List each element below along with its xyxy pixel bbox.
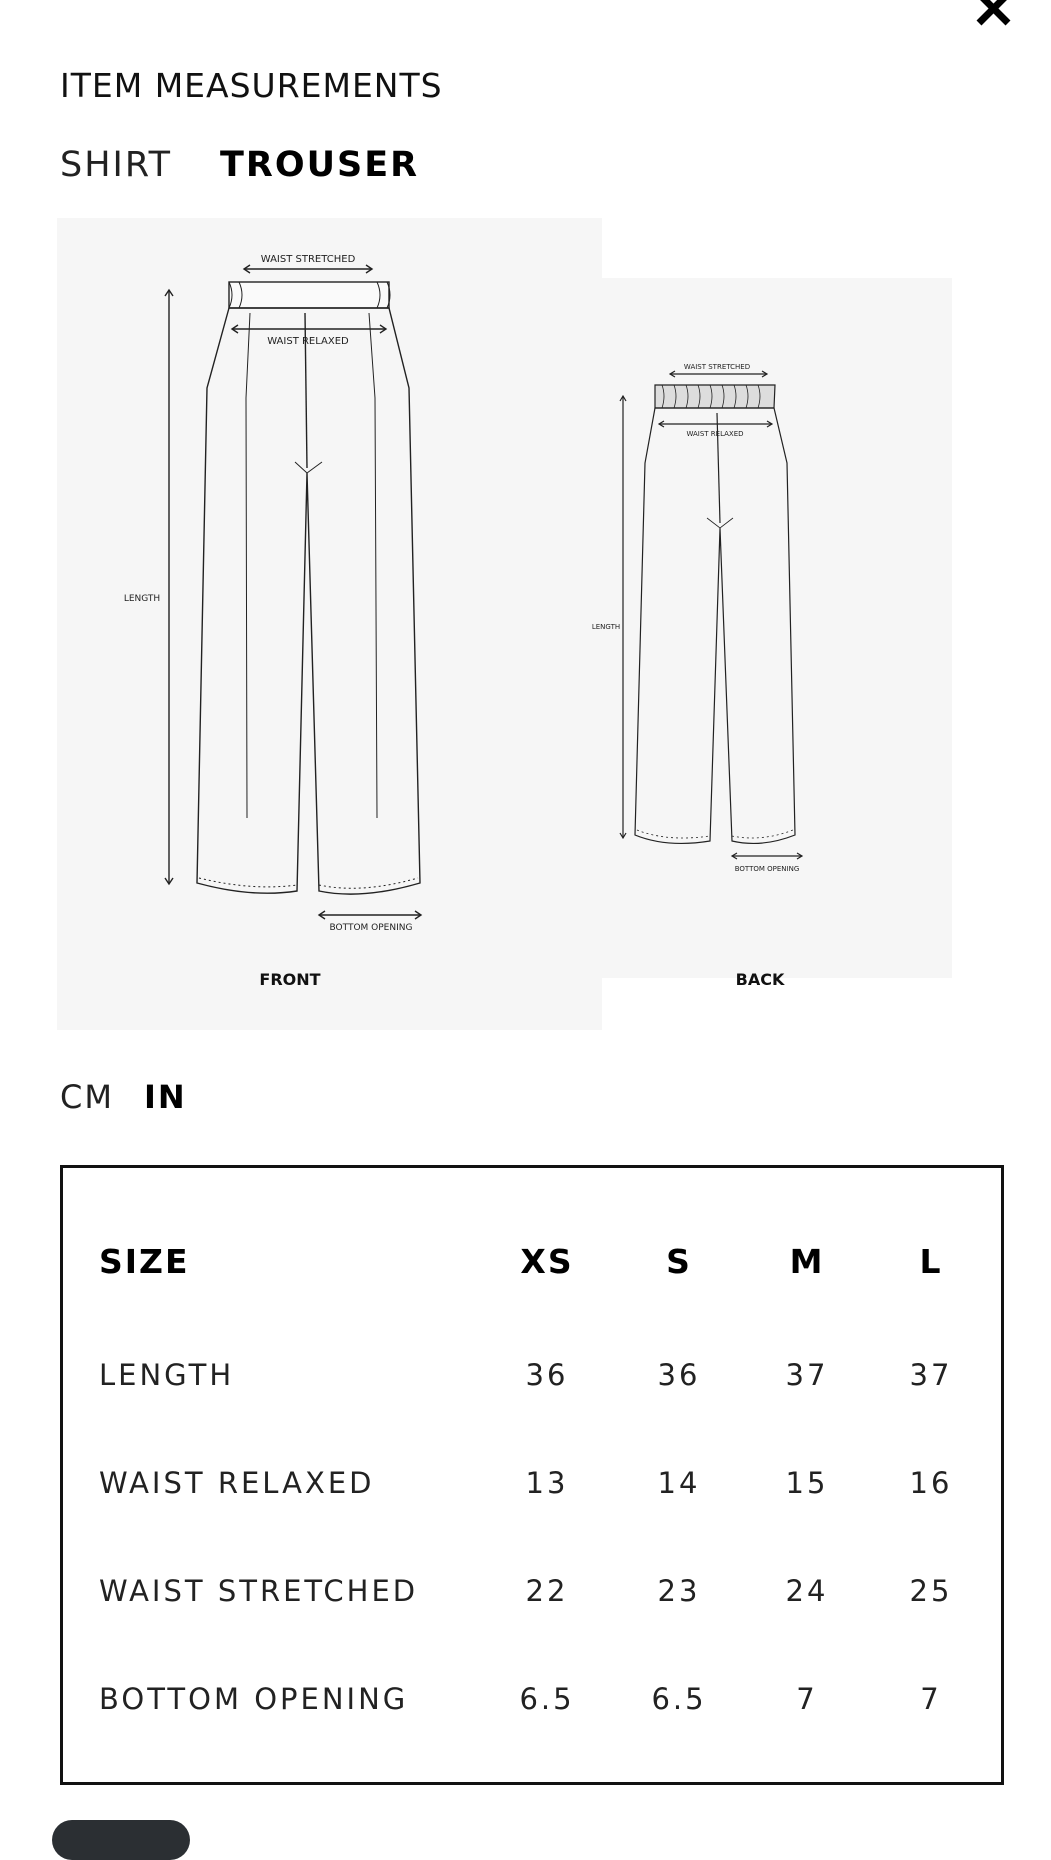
cell-value: 6.5 — [519, 1682, 575, 1716]
row-label: WAIST STRETCHED — [99, 1574, 419, 1608]
cell-value: 7 — [796, 1682, 818, 1716]
row-label: BOTTOM OPENING — [99, 1682, 409, 1716]
cell-value: 6.5 — [651, 1682, 707, 1716]
unit-cm[interactable]: CM — [60, 1078, 114, 1116]
back-caption: BACK — [735, 970, 785, 989]
tab-trouser[interactable]: TROUSER — [220, 145, 420, 185]
garment-tabs — [60, 145, 419, 185]
table-row — [63, 1345, 1001, 1405]
cell-value: 24 — [785, 1574, 829, 1608]
modal-title: ITEM MEASUREMENTS — [60, 66, 443, 105]
size-table-header — [63, 1232, 1001, 1292]
unit-toggle — [60, 1078, 187, 1116]
cell-value: 36 — [657, 1358, 701, 1392]
size-header-xs: XS — [520, 1242, 574, 1281]
front-length-label: LENGTH — [123, 594, 161, 604]
bottom-action-button[interactable] — [52, 1820, 190, 1860]
back-waist-relaxed-label: WAIST RELAXED — [686, 430, 744, 438]
cell-value: 15 — [785, 1466, 829, 1500]
front-bottom-opening-label: BOTTOM OPENING — [329, 923, 413, 933]
size-table — [60, 1165, 1004, 1785]
back-panel-bg — [602, 278, 952, 978]
close-button[interactable] — [970, 0, 1020, 34]
cell-value: 22 — [525, 1574, 569, 1608]
tab-shirt[interactable]: SHIRT — [60, 145, 173, 185]
front-caption: FRONT — [259, 970, 321, 989]
table-row — [63, 1669, 1001, 1729]
cell-value: 16 — [909, 1466, 953, 1500]
row-label: WAIST RELAXED — [99, 1466, 375, 1500]
cell-value: 13 — [525, 1466, 569, 1500]
front-waist-relaxed-label: WAIST RELAXED — [267, 336, 349, 347]
front-waist-stretched-label: WAIST STRETCHED — [260, 254, 356, 265]
row-label: LENGTH — [99, 1358, 235, 1392]
unit-in[interactable]: IN — [143, 1078, 187, 1116]
cell-value: 25 — [909, 1574, 953, 1608]
back-length-label: LENGTH — [591, 623, 621, 631]
cell-value: 23 — [657, 1574, 701, 1608]
close-icon — [970, 0, 1020, 34]
trouser-measurement-diagram — [57, 218, 957, 1030]
table-row — [63, 1561, 1001, 1621]
size-header-s: S — [666, 1242, 692, 1281]
size-header-l: L — [919, 1242, 943, 1281]
cell-value: 36 — [525, 1358, 569, 1392]
cell-value: 37 — [909, 1358, 953, 1392]
cell-value: 7 — [920, 1682, 942, 1716]
size-header-m: M — [789, 1242, 825, 1281]
size-header-label: SIZE — [99, 1242, 190, 1281]
back-waist-stretched-label: WAIST STRETCHED — [683, 363, 751, 371]
cell-value: 14 — [657, 1466, 701, 1500]
cell-value: 37 — [785, 1358, 829, 1392]
back-bottom-opening-label: BOTTOM OPENING — [734, 865, 800, 873]
table-row — [63, 1453, 1001, 1513]
